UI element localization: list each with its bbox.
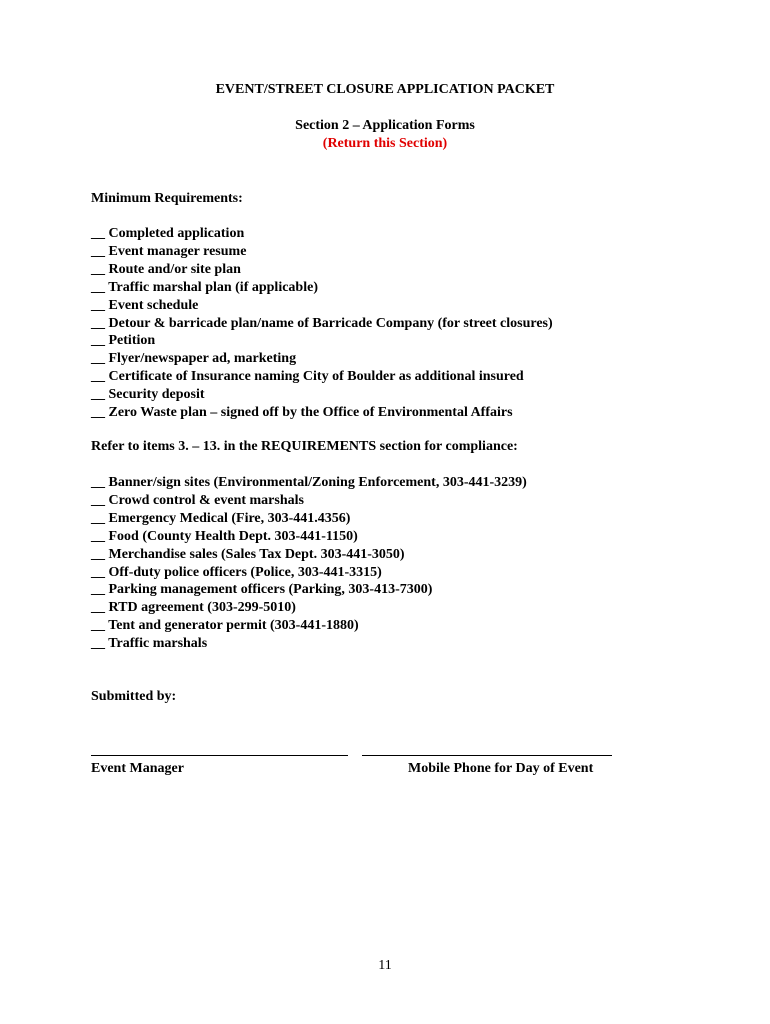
compliance-heading: Refer to items 3. – 13. in the REQUIREMENTS section for compliance: [91,439,518,454]
page-number: 11 [378,958,392,973]
list-item: __ Flyer/newspaper ad, marketing [91,351,297,367]
event-manager-label: Event Manager [91,761,184,776]
document-title: EVENT/STREET CLOSURE APPLICATION PACKET [215,82,555,97]
submitted-by-label: Submitted by: [91,689,177,704]
list-item: __ Banner/sign sites (Environmental/Zoning Enforcement, 303-441-3239) [91,475,527,490]
list-item: __ Parking management officers (Parking, 303-413-7300) [91,582,433,598]
list-item: __ Zero Waste plan – signed off by the Office of Environmental Affairs [91,405,513,421]
list-item: __ Food (County Health Dept. 303-441-1150) [91,528,358,544]
list-item: __ Event schedule [91,297,199,313]
list-item: __ Merchandise sales (Sales Tax Dept. 303-441-3050) [91,546,405,562]
list-item: __ Security deposit [91,387,205,403]
event-manager-signature-line[interactable] [91,755,348,756]
compliance-list [91,474,527,653]
mobile-phone-signature-line[interactable] [362,755,612,756]
list-item: __ Event manager resume [91,243,247,259]
list-item: __ Traffic marshal plan (if applicable) [91,279,318,295]
section-note: (Return this Section) [322,136,448,151]
minimum-requirements-list [91,225,553,422]
list-item: __ Emergency Medical (Fire, 303-441.4356) [91,510,351,526]
list-item: __ Route and/or site plan [91,261,241,277]
list-item: __ Off-duty police officers (Police, 303-441-3315) [91,564,382,580]
list-item: __ Detour & barricade plan/name of Barricade Company (for street closures) [91,315,553,331]
list-item: __ RTD agreement (303-299-5010) [91,600,296,616]
minimum-requirements-heading: Minimum Requirements: [91,191,243,206]
list-item: __ Certificate of Insurance naming City of Boulder as additional insured [91,369,524,385]
list-item: __ Traffic marshals [91,636,208,652]
mobile-phone-label: Mobile Phone for Day of Event [408,761,594,776]
list-item: __ Completed application [91,226,245,241]
list-item: __ Tent and generator permit (303-441-1880) [91,618,359,634]
list-item: __ Petition [91,333,156,349]
section-heading: Section 2 – Application Forms [295,118,475,133]
list-item: __ Crowd control & event marshals [91,492,304,508]
